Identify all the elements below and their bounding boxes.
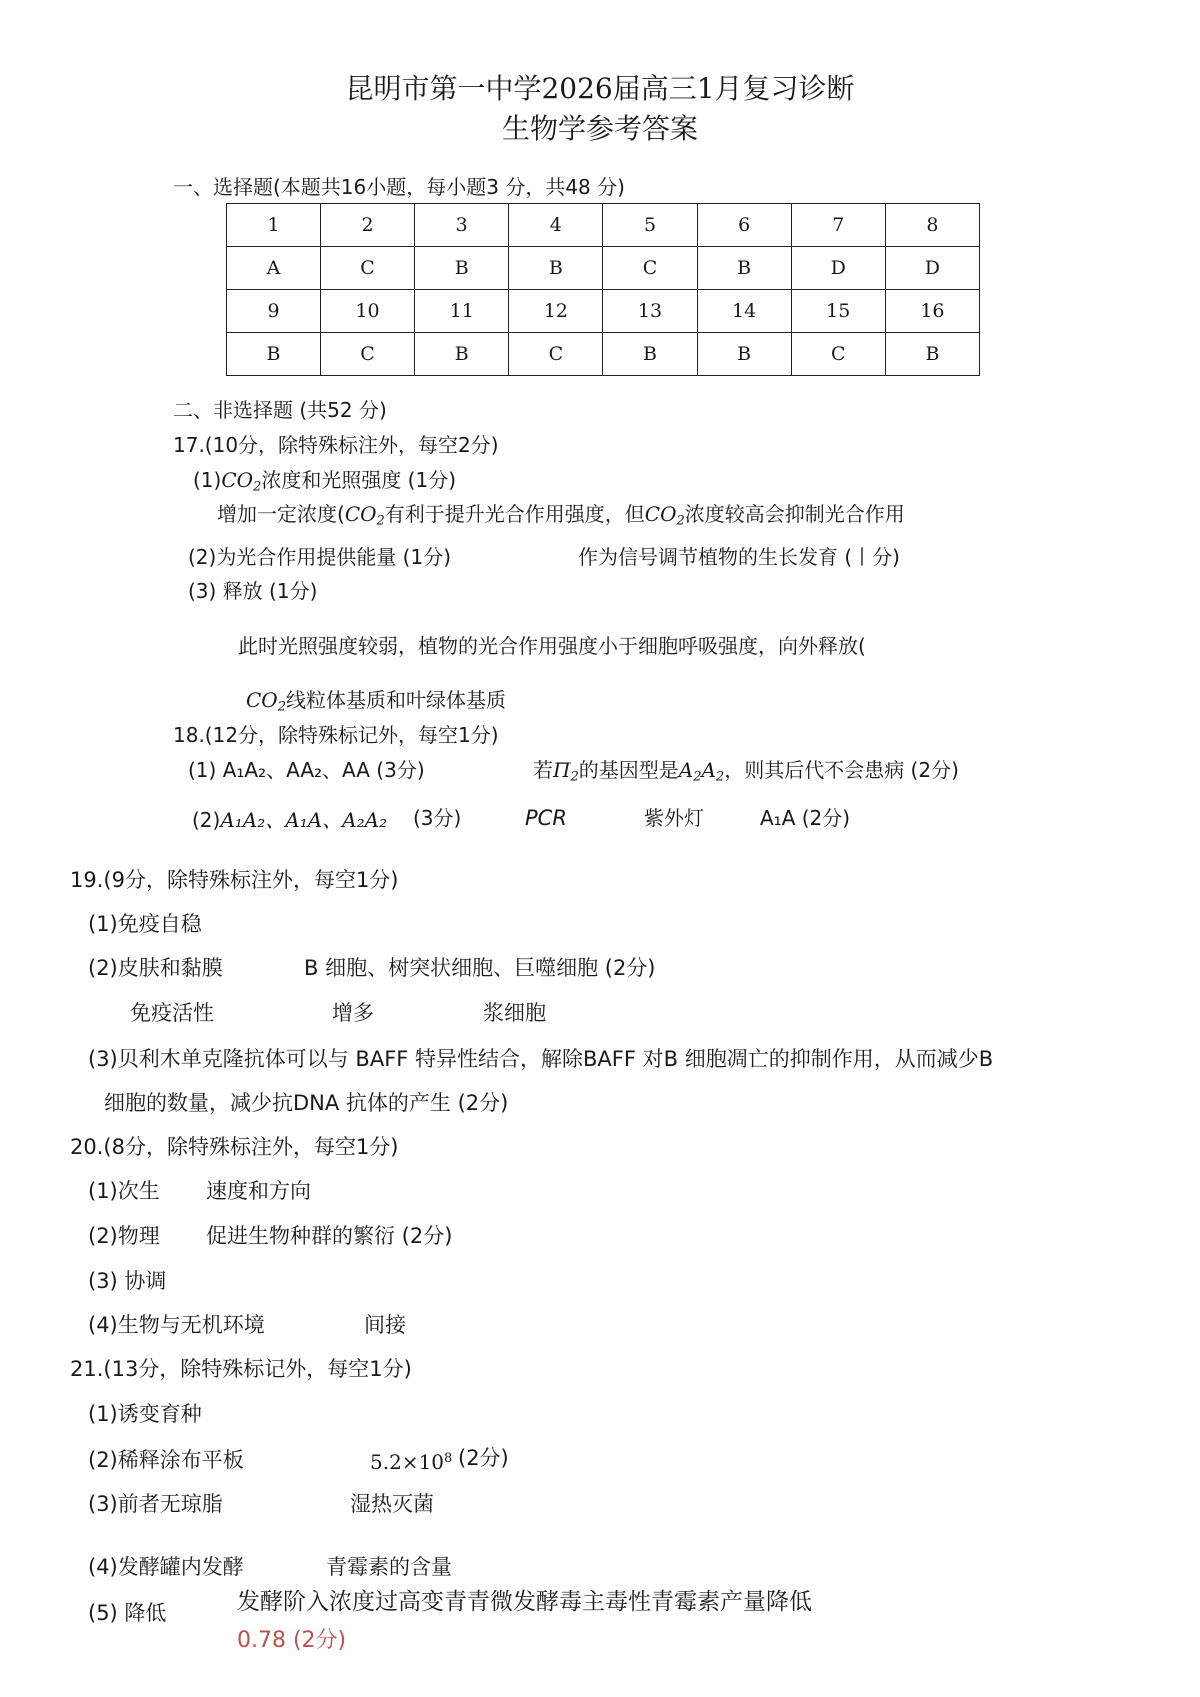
table-cell: 3: [415, 204, 509, 247]
table-cell: 9: [227, 290, 321, 333]
table-cell: C: [791, 333, 885, 376]
table-cell: C: [509, 333, 603, 376]
q20-part3: (3) 协调: [88, 1269, 167, 1293]
q21-part3a: (3)前者无琼脂: [88, 1492, 223, 1516]
q20-part2a: (2)物理: [88, 1224, 160, 1248]
table-row: [227, 247, 980, 290]
table-cell: 4: [509, 204, 603, 247]
co2-text: CO: [344, 502, 377, 526]
q19-part2c: 免疫活性: [130, 1001, 214, 1025]
table-cell: B: [697, 333, 791, 376]
q20-heading: 20.(8分，除特殊标注外，每空1分): [70, 1135, 399, 1159]
q21-part2a: (2)稀释涂布平板: [88, 1448, 244, 1472]
pi-formula: [553, 758, 579, 785]
co2-subscript: 2: [277, 699, 286, 715]
table-row: [227, 333, 980, 376]
co2-text: CO: [644, 502, 677, 526]
q20-part1a: (1)次生: [88, 1179, 160, 1203]
table-cell: 14: [697, 290, 791, 333]
co2-text: CO: [246, 688, 278, 712]
q17-part3: (3) 释放 (1分): [188, 579, 318, 603]
q21-part2-score: (2分): [458, 1446, 509, 1470]
table-cell: 16: [885, 290, 979, 333]
q19-part2a: (2)皮肤和黏膜: [88, 956, 223, 980]
q21-part5a: (5) 降低: [88, 1601, 167, 1625]
q21-mantissa: 5.2×10: [370, 1450, 445, 1475]
q21-heading: 21.(13分，除特殊标记外，每空1分): [70, 1357, 412, 1381]
table-cell: 1: [227, 204, 321, 247]
q17-part2a: (2)为光合作用提供能量 (1分): [188, 545, 452, 569]
q18-part1b: [533, 760, 959, 783]
q21-part4b: 青霉素的含量: [326, 1555, 452, 1579]
q20-part2b: 促进生物种群的繁衍 (2分): [206, 1224, 453, 1248]
q17-part1b-b: 有利于提升光合作用强度，但: [384, 502, 645, 526]
q20-part4a: (4)生物与无机环境: [88, 1313, 265, 1337]
q21-exponent: 8: [444, 1451, 453, 1466]
page-title: 昆明市第一中学2026届高三1月复习诊断: [345, 72, 855, 105]
table-cell: 11: [415, 290, 509, 333]
q17-part1b-c: 浓度较高会抑制光合作用: [684, 502, 905, 526]
table-cell: 10: [321, 290, 415, 333]
co2-formula: [644, 502, 685, 529]
table-cell: 8: [885, 204, 979, 247]
a-subscript: 2: [693, 769, 702, 785]
co2-subscript: 2: [253, 479, 262, 495]
table-cell: 6: [697, 204, 791, 247]
q20-part4b: 间接: [364, 1313, 406, 1337]
q18-heading: 18.(12分，除特殊标记外，每空1分): [173, 723, 499, 747]
answer-table: [226, 203, 980, 376]
q17-heading: 17.(10分，除特殊标注外，每空2分): [173, 433, 499, 457]
table-cell: C: [321, 247, 415, 290]
q19-part3b: 细胞的数量，减少抗DNA 抗体的产生 (2分): [104, 1091, 509, 1115]
a-subscript: 2: [715, 769, 725, 785]
q21-part4a: (4)发酵罐内发酵: [88, 1555, 244, 1579]
genotype-formula: [678, 758, 725, 785]
q21-part5b: 发酵阶入浓度过高变青青微发酵毒主毒性青霉素产量降低: [237, 1589, 812, 1615]
q17-part2b: 作为信号调节植物的生长发育 (丨分): [578, 545, 900, 569]
q18-part2: [192, 810, 387, 830]
table-cell: B: [509, 247, 603, 290]
table-cell: 5: [603, 204, 697, 247]
pi-subscript: 2: [570, 769, 579, 785]
q17-part3c: 线粒体基质和叶绿体基质: [285, 688, 506, 712]
q18-part1a: (1) A₁A₂、AA₂、AA (3分): [188, 758, 425, 782]
q18-part1b-c: ，则其后代不会患病 (2分): [724, 758, 959, 782]
q18-uv-lamp: 紫外灯: [644, 806, 704, 830]
co2-subscript: 2: [676, 513, 685, 529]
q21-number: [370, 1450, 452, 1474]
co2-text: CO: [221, 468, 254, 492]
co2-formula: [344, 502, 385, 529]
a-letter: A: [678, 758, 694, 782]
q17-part1-text: 浓度和光照强度 (1分): [261, 468, 457, 492]
table-cell: 7: [791, 204, 885, 247]
table-cell: D: [791, 247, 885, 290]
co2-formula: [221, 468, 262, 495]
table-cell: A: [227, 247, 321, 290]
page-subtitle: 生物学参考答案: [501, 112, 698, 145]
q19-part3a: (3)贝利木单克隆抗体可以与 BAFF 特异性结合，解除BAFF 对B 细胞凋亡的抑制作用，从而减少B: [88, 1047, 994, 1071]
q19-part2e: 浆细胞: [483, 1001, 546, 1025]
table-cell: 15: [791, 290, 885, 333]
q17-part1: [193, 470, 456, 493]
q19-heading: 19.(9分，除特殊标注外，每空1分): [70, 868, 399, 892]
a-letter: A: [701, 758, 716, 782]
co2-subscript: 2: [376, 513, 385, 529]
q17-part3-continued: [246, 690, 506, 713]
q18-part2-last: A₁A (2分): [760, 806, 851, 830]
q18-part1b-a: 若: [533, 758, 553, 782]
table-cell: B: [885, 333, 979, 376]
table-cell: B: [697, 247, 791, 290]
table-cell: D: [885, 247, 979, 290]
section2-heading: 二、非选择题 (共52 分): [173, 398, 387, 422]
co2-formula: [246, 688, 286, 715]
q20-part1b: 速度和方向: [206, 1179, 311, 1203]
table-cell: B: [415, 333, 509, 376]
q17-part1b-a: 增加一定浓度(: [217, 502, 345, 526]
q19-part2d: 增多: [332, 1001, 374, 1025]
q19-part2b: B 细胞、树突状细胞、巨噬细胞 (2分): [304, 956, 656, 980]
table-cell: 12: [509, 290, 603, 333]
table-cell: C: [603, 247, 697, 290]
table-row: [227, 290, 980, 333]
table-cell: 13: [603, 290, 697, 333]
table-cell: 2: [321, 204, 415, 247]
genotype-list: A₁A₂、A₁A、A₂A₂: [220, 808, 388, 832]
table-cell: B: [603, 333, 697, 376]
q18-pcr: PCR: [525, 806, 567, 830]
q18-part2-prefix: (2): [192, 808, 221, 832]
q19-part1: (1)免疫自稳: [88, 912, 202, 936]
q17-part3-answer: 此时光照强度较弱，植物的光合作用强度小于细胞呼吸强度，向外释放(: [238, 634, 866, 658]
section1-heading: 一、选择题(本题共16小题，每小题3 分，共48 分): [173, 175, 625, 199]
table-cell: C: [321, 333, 415, 376]
q17-part1-prefix: (1): [193, 468, 222, 492]
q21-part5c: 0.78 (2分): [237, 1628, 347, 1653]
q18-part2-score: (3分): [413, 806, 462, 830]
pi-symbol: Π: [553, 758, 571, 782]
table-cell: B: [227, 333, 321, 376]
table-row: [227, 204, 980, 247]
table-cell: B: [415, 247, 509, 290]
q21-part2-value: [370, 1450, 453, 1475]
q21-part3b: 湿热灭菌: [350, 1492, 434, 1516]
q17-part1-answer: [217, 504, 905, 527]
q21-part1: (1)诱变育种: [88, 1402, 202, 1426]
q18-part1b-b: 的基因型是: [578, 758, 679, 782]
